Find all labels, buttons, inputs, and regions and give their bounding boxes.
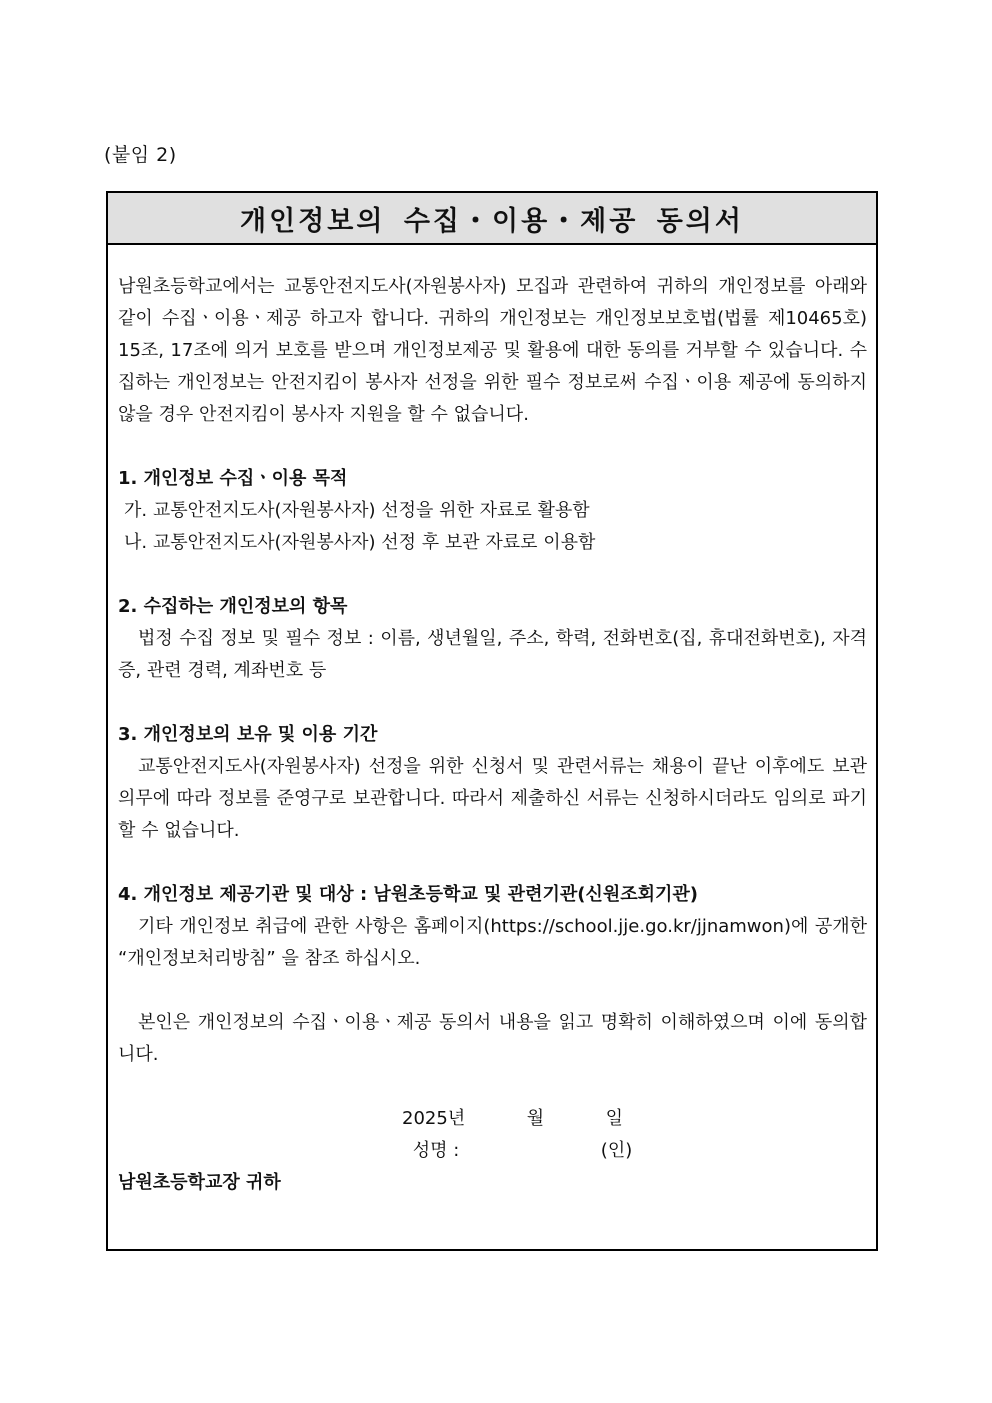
section-provision	[118, 879, 867, 975]
seal-mark: (인)	[600, 1140, 633, 1161]
purpose-item: 가. 교통안전지도사(자원봉사자) 선정을 위한 자료로 활용함	[124, 500, 590, 521]
signature-line	[118, 1135, 867, 1167]
section-retention	[118, 719, 867, 847]
date-month: 월	[526, 1108, 545, 1129]
title-bar	[108, 193, 876, 245]
consent-statement: 본인은 개인정보의 수집ㆍ이용ㆍ제공 동의서 내용을 읽고 명확히 이해하였으며 이에 동의합니다.	[118, 1012, 867, 1065]
form-title: 개인정보의 수집・이용・제공 동의서	[240, 205, 744, 237]
form-content	[108, 245, 876, 1199]
date-line	[118, 1103, 867, 1135]
section-body: 법정 수집 정보 및 필수 정보 : 이름, 생년월일, 주소, 학력, 전화번호(집, 휴대전화번호), 자격증, 관련 경력, 계좌번호 등	[118, 628, 867, 681]
section-items	[118, 591, 867, 687]
intro-paragraph: 남원초등학교에서는 교통안전지도사(자원봉사자) 모집과 관련하여 귀하의 개인정보를 아래와 같이 수집ㆍ이용ㆍ제공 하고자 합니다. 귀하의 개인정보는 개인정보보호법(법률 제10465호) 15조, 17조에 의거 보호를 받으며 개인정보제공 및 활용에 대한 동의를 거부할 수 있습니다. 수집하는 개인정보는 안전지킴이 봉사자 선정을 위한 필수 정보로써 수집ㆍ이용 제공에 동의하지 않을 경우 안전지킴이 봉사자 지원을 할 수 없습니다.	[118, 276, 867, 425]
purpose-item: 나. 교통안전지도사(자원봉사자) 선정 후 보관 자료로 이용함	[124, 532, 596, 553]
attachment-label: (붙임 2)	[104, 144, 177, 166]
consent-form	[106, 191, 878, 1251]
addressee: 남원초등학교장 귀하	[118, 1172, 281, 1193]
section-body: 기타 개인정보 취급에 관한 사항은 홈페이지(https://school.jje.go.kr/jjnamwon)에 공개한 “개인정보처리방침” 을 참조 하십시오.	[118, 916, 867, 969]
date-day: 일	[605, 1108, 623, 1129]
section-heading: 2. 수집하는 개인정보의 항목	[118, 596, 348, 617]
section-purpose	[118, 463, 867, 559]
date-year: 2025년	[402, 1108, 466, 1129]
section-body: 교통안전지도사(자원봉사자) 선정을 위한 신청서 및 관련서류는 채용이 끝난 이후에도 보관 의무에 따라 정보를 준영구로 보관합니다. 따라서 제출하신 서류는 신청하시더라도 임의로 파기할 수 없습니다.	[118, 756, 867, 841]
section-heading: 3. 개인정보의 보유 및 이용 기간	[118, 724, 378, 745]
section-heading: 4. 개인정보 제공기관 및 대상 : 남원초등학교 및 관련기관(신원조회기관)	[118, 884, 699, 905]
signature-label: 성명 :	[412, 1140, 460, 1161]
section-heading: 1. 개인정보 수집ㆍ이용 목적	[118, 468, 348, 489]
